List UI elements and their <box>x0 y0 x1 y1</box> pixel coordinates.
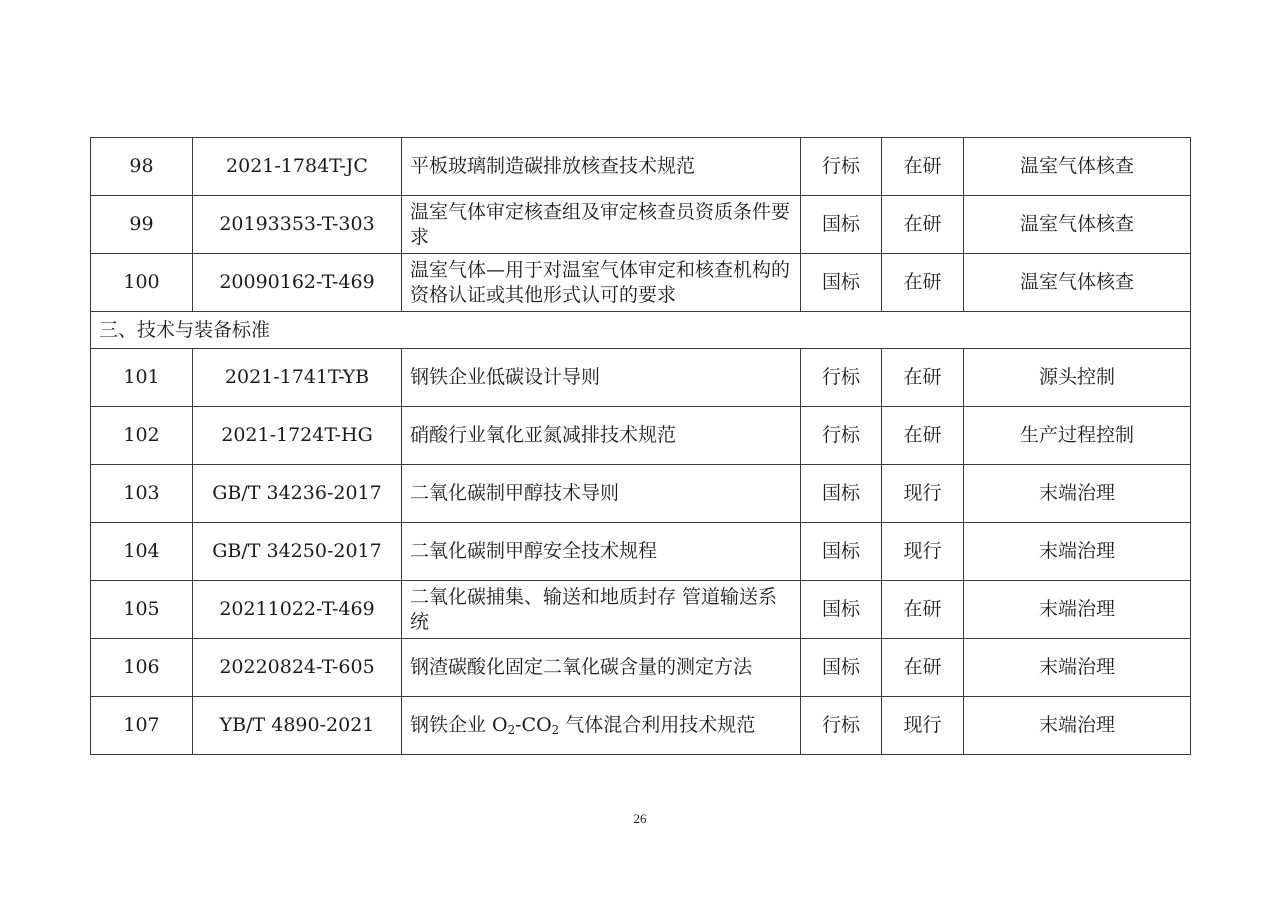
standard-code: 20211022-T-469 <box>193 581 402 639</box>
standard-level: 国标 <box>801 581 882 639</box>
standard-name: 平板玻璃制造碳排放核查技术规范 <box>402 138 801 196</box>
standard-name: 二氧化碳制甲醇技术导则 <box>402 465 801 523</box>
table-row <box>91 639 1191 697</box>
standard-level: 行标 <box>801 407 882 465</box>
standard-status: 在研 <box>882 138 964 196</box>
standard-code: 20193353-T-303 <box>193 196 402 254</box>
standard-level: 行标 <box>801 697 882 755</box>
row-number: 101 <box>91 349 193 407</box>
standard-name: 温室气体—用于对温室气体审定和核查机构的资格认证或其他形式认可的要求 <box>402 254 801 312</box>
standard-category: 末端治理 <box>964 523 1191 581</box>
standard-status: 在研 <box>882 349 964 407</box>
standard-level: 国标 <box>801 639 882 697</box>
standard-category: 温室气体核查 <box>964 254 1191 312</box>
table-row <box>91 697 1191 755</box>
subscript-2: 2 <box>507 722 516 737</box>
standard-name: 硝酸行业氧化亚氮减排技术规范 <box>402 407 801 465</box>
standard-category: 末端治理 <box>964 697 1191 755</box>
standard-status: 在研 <box>882 196 964 254</box>
section-header-row <box>91 312 1191 349</box>
row-number: 107 <box>91 697 193 755</box>
row-number: 102 <box>91 407 193 465</box>
standard-code: YB/T 4890-2021 <box>193 697 402 755</box>
row-number: 103 <box>91 465 193 523</box>
standard-level: 行标 <box>801 349 882 407</box>
standard-level: 国标 <box>801 254 882 312</box>
standard-name: 钢铁企业低碳设计导则 <box>402 349 801 407</box>
standard-name: 二氧化碳捕集、输送和地质封存 管道输送系统 <box>402 581 801 639</box>
standard-status: 在研 <box>882 254 964 312</box>
standard-name: 二氧化碳制甲醇安全技术规程 <box>402 523 801 581</box>
row-number: 106 <box>91 639 193 697</box>
standard-name: 钢渣碳酸化固定二氧化碳含量的测定方法 <box>402 639 801 697</box>
table-row <box>91 196 1191 254</box>
standard-code: GB/T 34250-2017 <box>193 523 402 581</box>
standard-status: 在研 <box>882 639 964 697</box>
standard-category: 温室气体核查 <box>964 138 1191 196</box>
table-row <box>91 523 1191 581</box>
standard-category: 温室气体核查 <box>964 196 1191 254</box>
subscript-2: 2 <box>551 722 560 737</box>
standard-status: 现行 <box>882 523 964 581</box>
standard-code: 20220824-T-605 <box>193 639 402 697</box>
standard-status: 现行 <box>882 465 964 523</box>
row-number: 104 <box>91 523 193 581</box>
standards-table <box>90 137 1191 755</box>
standard-name: 温室气体审定核查组及审定核查员资质条件要求 <box>402 196 801 254</box>
standard-category: 末端治理 <box>964 581 1191 639</box>
standard-level: 国标 <box>801 523 882 581</box>
standard-level: 国标 <box>801 196 882 254</box>
standard-code: 2021-1784T-JC <box>193 138 402 196</box>
standard-category: 源头控制 <box>964 349 1191 407</box>
name-suffix: 气体混合利用技术规范 <box>559 714 756 736</box>
row-number: 100 <box>91 254 193 312</box>
section-title: 三、技术与装备标准 <box>91 312 1191 349</box>
row-number: 105 <box>91 581 193 639</box>
standard-status: 在研 <box>882 407 964 465</box>
standard-code: 20090162-T-469 <box>193 254 402 312</box>
page-number: 26 <box>633 811 647 826</box>
standard-category: 末端治理 <box>964 639 1191 697</box>
name-prefix: 钢铁企业 O <box>410 714 508 736</box>
row-number: 98 <box>91 138 193 196</box>
standard-status: 现行 <box>882 697 964 755</box>
table-row <box>91 581 1191 639</box>
table-row <box>91 407 1191 465</box>
standard-code: GB/T 34236-2017 <box>193 465 402 523</box>
standard-category: 生产过程控制 <box>964 407 1191 465</box>
standard-code: 2021-1724T-HG <box>193 407 402 465</box>
standard-code: 2021-1741T-YB <box>193 349 402 407</box>
standard-status: 在研 <box>882 581 964 639</box>
name-mid: -CO <box>515 714 552 736</box>
row-number: 99 <box>91 196 193 254</box>
standard-level: 行标 <box>801 138 882 196</box>
standard-level: 国标 <box>801 465 882 523</box>
table-row <box>91 465 1191 523</box>
table-row <box>91 138 1191 196</box>
standard-category: 末端治理 <box>964 465 1191 523</box>
table-row <box>91 349 1191 407</box>
standard-name <box>402 697 801 755</box>
table-row <box>91 254 1191 312</box>
